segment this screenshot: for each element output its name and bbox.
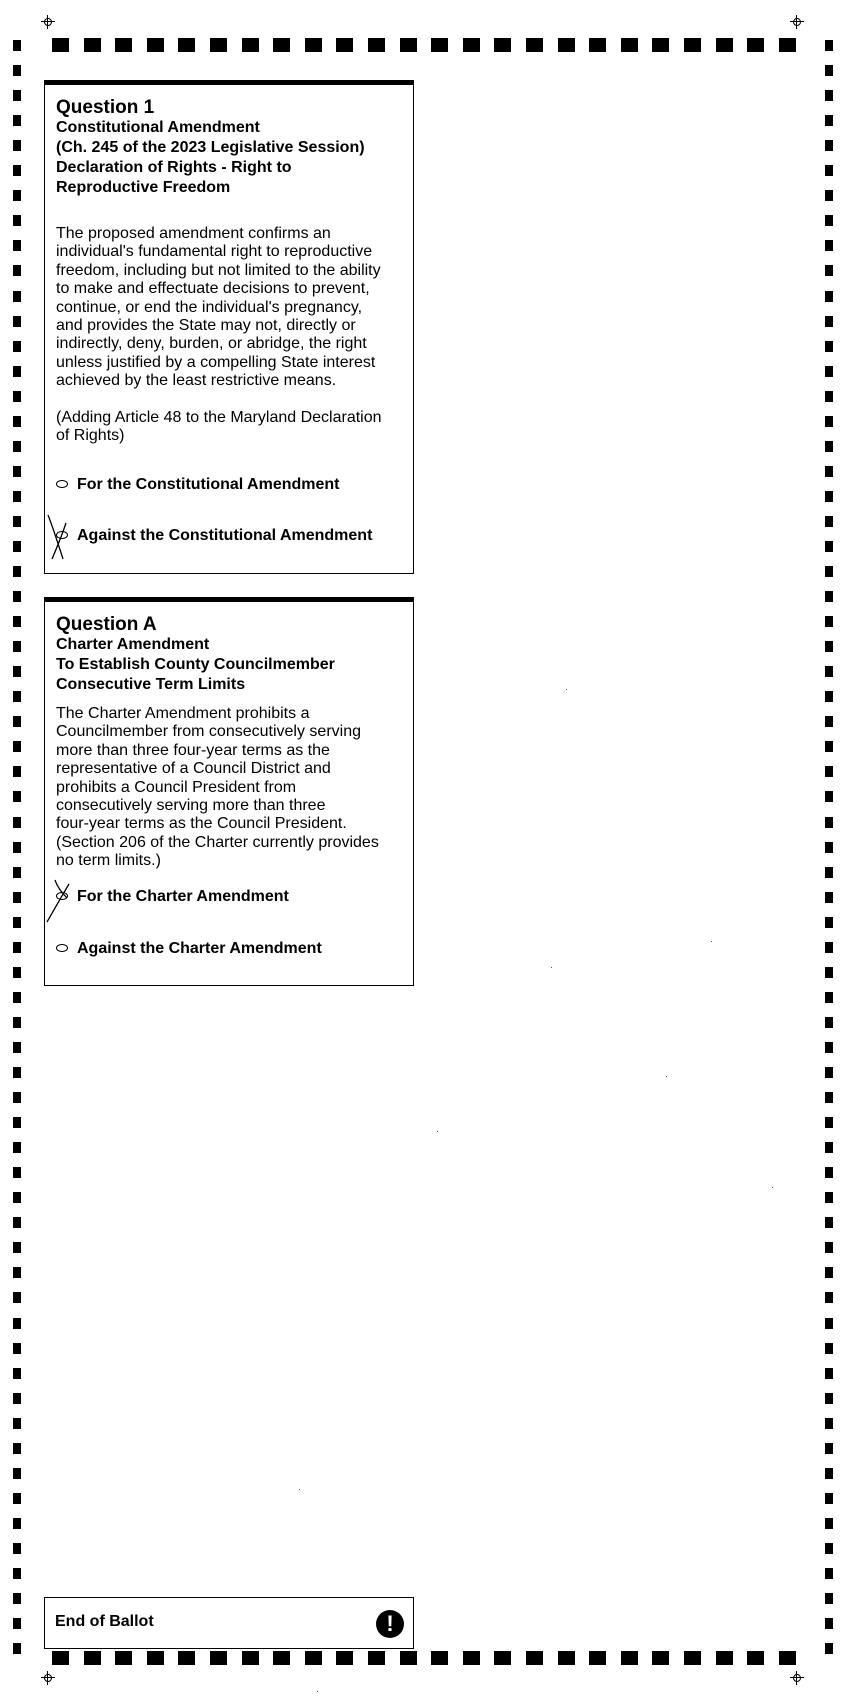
timing-mark — [825, 1493, 833, 1504]
timing-mark — [825, 1393, 833, 1404]
timing-mark — [13, 917, 21, 928]
timing-mark — [526, 1651, 543, 1665]
body-line: more than three four-year terms as the — [56, 741, 330, 759]
timing-mark — [147, 1651, 164, 1665]
timing-mark — [13, 491, 21, 502]
body-line: continue, or end the individual's pregnancy, — [56, 298, 363, 316]
timing-mark — [13, 115, 21, 126]
timing-mark — [825, 917, 833, 928]
timing-mark — [13, 691, 21, 702]
timing-mark — [13, 1042, 21, 1053]
timing-mark — [463, 38, 480, 52]
timing-mark — [13, 842, 21, 853]
timing-mark — [13, 591, 21, 602]
timing-mark — [825, 316, 833, 327]
timing-mark — [13, 140, 21, 151]
timing-mark — [13, 165, 21, 176]
timing-mark — [400, 1651, 417, 1665]
timing-mark — [13, 1292, 21, 1303]
timing-mark — [825, 366, 833, 377]
scan-speck — [317, 1691, 318, 1692]
timing-mark — [825, 1593, 833, 1604]
timing-mark — [684, 38, 701, 52]
timing-mark — [825, 867, 833, 878]
timing-mark — [13, 1142, 21, 1153]
timing-mark — [13, 466, 21, 477]
oval-icon[interactable] — [56, 944, 68, 952]
timing-mark — [13, 441, 21, 452]
option-label: Against the Charter Amendment — [77, 940, 322, 957]
timing-mark — [13, 1543, 21, 1554]
timing-mark — [368, 1651, 385, 1665]
timing-mark — [13, 817, 21, 828]
timing-mark — [336, 38, 353, 52]
timing-mark — [13, 1418, 21, 1429]
subtitle-line: Reproductive Freedom — [56, 179, 231, 196]
timing-mark — [13, 190, 21, 201]
timing-mark — [13, 1343, 21, 1354]
timing-mark — [242, 1651, 259, 1665]
option-label: Against the Constitutional Amendment — [77, 527, 373, 544]
body-line: four-year terms as the Council President. — [56, 815, 347, 833]
timing-mark — [13, 40, 21, 51]
timing-mark — [825, 1192, 833, 1203]
timing-mark — [115, 1651, 132, 1665]
body-line: The Charter Amendment prohibits a — [56, 705, 310, 722]
body-line: The proposed amendment confirms an — [56, 225, 331, 242]
question-subtitle — [56, 118, 403, 198]
timing-mark — [621, 38, 638, 52]
body-line: unless justified by a compelling State interest — [56, 353, 376, 371]
timing-mark — [825, 1017, 833, 1028]
timing-mark — [147, 38, 164, 52]
timing-mark — [13, 1017, 21, 1028]
option-label: For the Charter Amendment — [77, 888, 289, 905]
timing-mark — [825, 1067, 833, 1078]
timing-mark — [825, 1267, 833, 1278]
timing-mark — [825, 416, 833, 427]
timing-mark — [825, 391, 833, 402]
scan-speck — [711, 941, 712, 942]
timing-mark — [305, 1651, 322, 1665]
subtitle-line: (Ch. 245 of the 2023 Legislative Session) — [56, 139, 365, 156]
timing-mark — [825, 1568, 833, 1579]
timing-mark — [825, 441, 833, 452]
timing-mark — [13, 1267, 21, 1278]
timing-mark — [825, 491, 833, 502]
timing-mark — [13, 215, 21, 226]
timing-mark — [825, 766, 833, 777]
timing-mark — [825, 817, 833, 828]
registration-mark-icon — [790, 15, 804, 29]
timing-mark — [825, 1618, 833, 1629]
subtitle-line: Charter Amendment — [56, 636, 210, 653]
timing-mark — [825, 291, 833, 302]
timing-mark — [13, 1643, 21, 1654]
contest-question-1 — [44, 80, 414, 574]
timing-mark — [825, 1368, 833, 1379]
timing-mark — [13, 716, 21, 727]
timing-mark — [825, 1518, 833, 1529]
timing-mark — [825, 1042, 833, 1053]
timing-mark — [825, 942, 833, 953]
timing-mark — [13, 1192, 21, 1203]
timing-mark — [13, 741, 21, 752]
timing-mark — [825, 1092, 833, 1103]
timing-mark — [431, 38, 448, 52]
registration-mark-icon — [41, 1671, 55, 1685]
scan-speck — [772, 1187, 773, 1188]
body-line: indirectly, deny, burden, or abridge, the right — [56, 335, 367, 353]
body-line: freedom, including but not limited to the ability — [56, 261, 381, 279]
question-body — [56, 225, 403, 391]
timing-mark — [825, 466, 833, 477]
timing-mark — [825, 1292, 833, 1303]
timing-mark — [84, 38, 101, 52]
question-note — [56, 409, 403, 446]
timing-mark — [13, 1318, 21, 1329]
timing-mark — [13, 341, 21, 352]
timing-mark — [431, 1651, 448, 1665]
timing-mark — [52, 1651, 69, 1665]
timing-mark — [779, 38, 796, 52]
timing-mark — [716, 38, 733, 52]
timing-mark — [825, 240, 833, 251]
timing-mark — [825, 1318, 833, 1329]
timing-mark — [825, 541, 833, 552]
timing-mark — [178, 38, 195, 52]
timing-mark — [13, 616, 21, 627]
timing-mark — [825, 1468, 833, 1479]
timing-mark — [825, 992, 833, 1003]
timing-mark — [747, 1651, 764, 1665]
timing-mark — [13, 1618, 21, 1629]
note-line: of Rights) — [56, 427, 125, 445]
timing-mark — [52, 38, 69, 52]
timing-mark — [13, 265, 21, 276]
timing-mark — [558, 1651, 575, 1665]
timing-mark — [716, 1651, 733, 1665]
timing-mark — [336, 1651, 353, 1665]
end-of-ballot-box — [44, 1597, 414, 1649]
timing-mark — [242, 38, 259, 52]
timing-mark — [13, 1443, 21, 1454]
timing-mark — [825, 341, 833, 352]
question-subtitle — [56, 635, 403, 695]
timing-mark — [621, 1651, 638, 1665]
top-timing-marks — [0, 38, 849, 52]
timing-mark — [779, 1651, 796, 1665]
body-line: and provides the State may not, directly or — [56, 317, 356, 335]
body-line: consecutively serving more than three — [56, 797, 326, 815]
timing-mark — [558, 38, 575, 52]
timing-mark — [526, 38, 543, 52]
note-line: (Adding Article 48 to the Maryland Declaration — [56, 408, 382, 426]
timing-mark — [825, 842, 833, 853]
timing-mark — [13, 391, 21, 402]
body-line: Councilmember from consecutively serving — [56, 723, 361, 741]
bottom-timing-marks — [0, 1651, 849, 1665]
body-line: to make and effectuate decisions to prevent, — [56, 280, 370, 298]
timing-mark — [825, 1142, 833, 1153]
timing-mark — [13, 416, 21, 427]
timing-mark — [825, 1242, 833, 1253]
timing-mark — [305, 38, 322, 52]
timing-mark — [178, 1651, 195, 1665]
registration-mark-icon — [41, 15, 55, 29]
timing-mark — [652, 38, 669, 52]
timing-mark — [13, 1167, 21, 1178]
timing-mark — [589, 1651, 606, 1665]
timing-mark — [13, 541, 21, 552]
timing-mark — [825, 967, 833, 978]
timing-mark — [825, 892, 833, 903]
timing-mark — [825, 1543, 833, 1554]
oval-icon[interactable] — [56, 480, 68, 488]
timing-mark — [13, 65, 21, 76]
timing-mark — [825, 90, 833, 101]
timing-mark — [825, 716, 833, 727]
scan-speck — [566, 689, 567, 690]
subtitle-line: Declaration of Rights - Right to — [56, 159, 292, 176]
timing-mark — [13, 992, 21, 1003]
body-line: individual's fundamental right to reproductive — [56, 243, 373, 261]
timing-mark — [13, 1368, 21, 1379]
subtitle-line: Consecutive Term Limits — [56, 676, 246, 693]
timing-mark — [825, 566, 833, 577]
timing-mark — [463, 1651, 480, 1665]
subtitle-line: Constitutional Amendment — [56, 119, 260, 136]
timing-mark — [13, 791, 21, 802]
timing-mark — [13, 240, 21, 251]
end-of-ballot-label: End of Ballot — [55, 1613, 154, 1630]
exclamation-icon: ! — [376, 1610, 404, 1638]
timing-mark — [13, 366, 21, 377]
timing-mark — [13, 666, 21, 677]
question-body — [56, 705, 403, 871]
scan-speck — [437, 1131, 438, 1132]
timing-mark — [273, 1651, 290, 1665]
timing-mark — [825, 666, 833, 677]
timing-mark — [115, 38, 132, 52]
timing-mark — [13, 1067, 21, 1078]
timing-mark — [13, 90, 21, 101]
timing-mark — [825, 1343, 833, 1354]
timing-mark — [825, 1443, 833, 1454]
subtitle-line: To Establish County Councilmember — [56, 656, 335, 673]
timing-mark — [13, 1568, 21, 1579]
timing-mark — [13, 1518, 21, 1529]
left-timing-marks — [13, 0, 21, 1702]
timing-mark — [825, 616, 833, 627]
timing-mark — [825, 741, 833, 752]
timing-mark — [13, 942, 21, 953]
timing-mark — [13, 641, 21, 652]
scan-speck — [551, 967, 552, 968]
timing-mark — [13, 316, 21, 327]
timing-mark — [825, 1643, 833, 1654]
timing-mark — [825, 516, 833, 527]
timing-mark — [825, 1418, 833, 1429]
timing-mark — [825, 641, 833, 652]
scan-speck — [299, 1489, 300, 1490]
timing-mark — [13, 892, 21, 903]
timing-mark — [825, 40, 833, 51]
timing-mark — [13, 1593, 21, 1604]
timing-mark — [84, 1651, 101, 1665]
timing-mark — [273, 38, 290, 52]
timing-mark — [368, 38, 385, 52]
timing-mark — [825, 691, 833, 702]
timing-mark — [494, 38, 511, 52]
timing-mark — [825, 165, 833, 176]
timing-mark — [13, 1217, 21, 1228]
timing-mark — [825, 65, 833, 76]
body-line: representative of a Council District and — [56, 760, 331, 778]
timing-mark — [13, 1117, 21, 1128]
timing-mark — [825, 190, 833, 201]
timing-mark — [210, 38, 227, 52]
timing-mark — [13, 1242, 21, 1253]
timing-mark — [825, 1217, 833, 1228]
contest-question-a — [44, 597, 414, 986]
handwritten-x-mark — [46, 513, 72, 563]
timing-mark — [13, 1092, 21, 1103]
timing-mark — [13, 867, 21, 878]
registration-mark-icon — [790, 1671, 804, 1685]
timing-mark — [13, 291, 21, 302]
timing-mark — [589, 38, 606, 52]
timing-mark — [13, 1393, 21, 1404]
timing-mark — [825, 115, 833, 126]
body-line: (Section 206 of the Charter currently provides — [56, 833, 379, 851]
timing-mark — [13, 566, 21, 577]
timing-mark — [13, 516, 21, 527]
timing-mark — [494, 1651, 511, 1665]
body-line: prohibits a Council President from — [56, 778, 297, 796]
timing-mark — [684, 1651, 701, 1665]
body-line: no term limits.) — [56, 852, 161, 870]
timing-mark — [210, 1651, 227, 1665]
timing-mark — [825, 140, 833, 151]
question-title: Question 1 — [56, 97, 155, 118]
timing-mark — [825, 791, 833, 802]
timing-mark — [825, 215, 833, 226]
body-line: achieved by the least restrictive means. — [56, 372, 337, 390]
timing-mark — [747, 38, 764, 52]
timing-mark — [825, 1167, 833, 1178]
timing-mark — [825, 1117, 833, 1128]
right-timing-marks — [825, 0, 833, 1702]
timing-mark — [13, 766, 21, 777]
timing-mark — [13, 1493, 21, 1504]
question-title: Question A — [56, 614, 157, 635]
timing-mark — [825, 591, 833, 602]
timing-mark — [13, 967, 21, 978]
handwritten-x-mark — [45, 878, 75, 924]
option-label: For the Constitutional Amendment — [77, 476, 340, 493]
scan-speck — [666, 1076, 667, 1077]
timing-mark — [825, 265, 833, 276]
timing-mark — [13, 1468, 21, 1479]
timing-mark — [400, 38, 417, 52]
timing-mark — [652, 1651, 669, 1665]
